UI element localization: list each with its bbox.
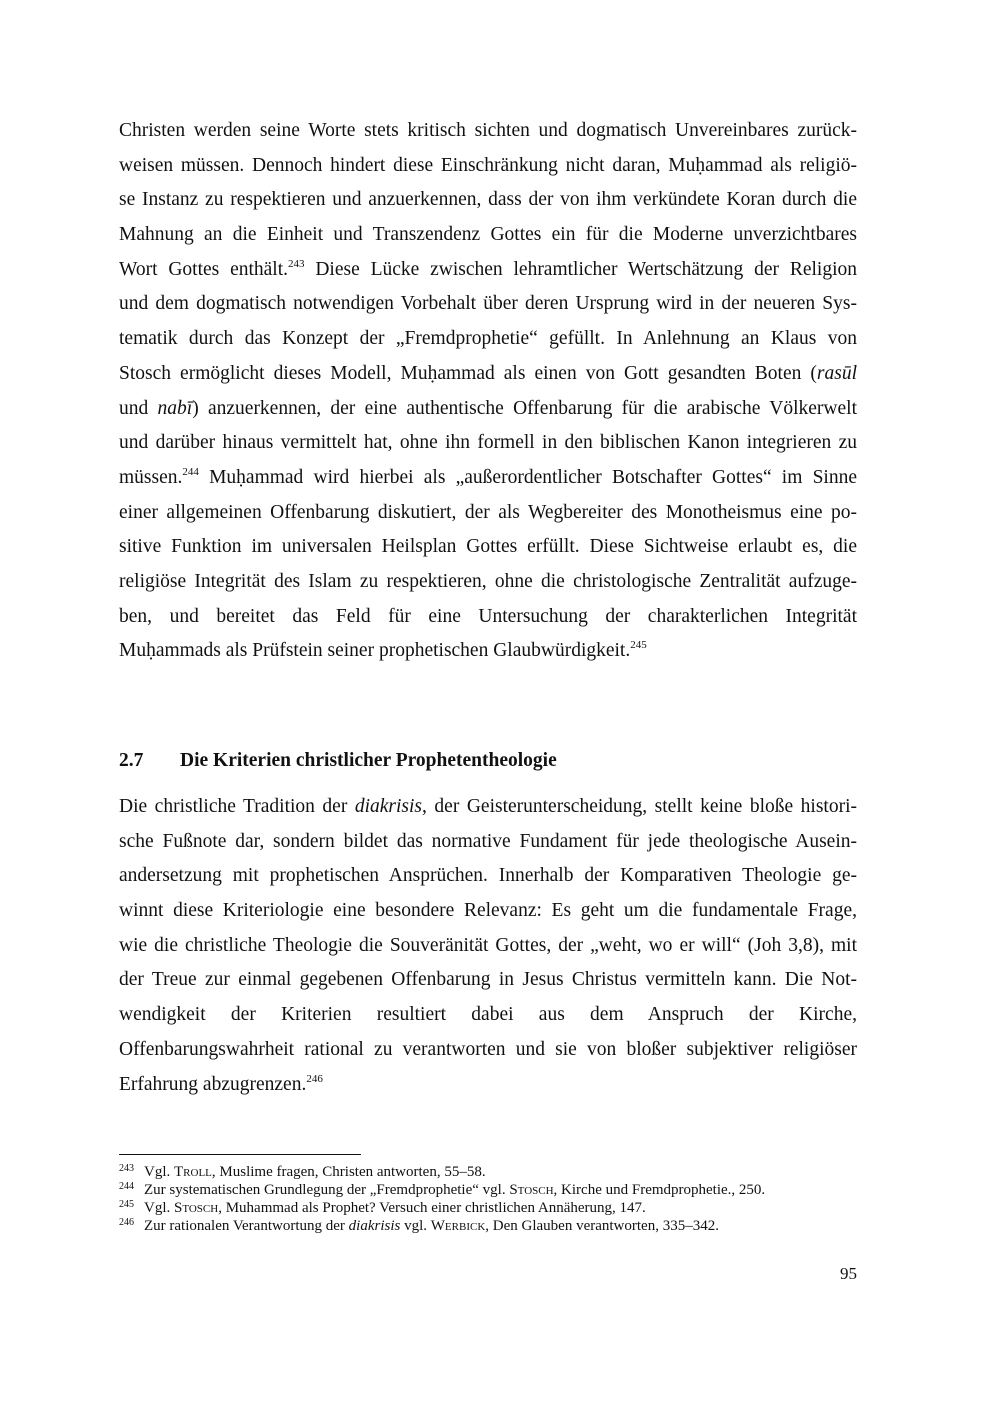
- text-line: weisen müssen. Dennoch hindert diese Einschränkung nicht daran, Muḥammad als religiö-: [119, 154, 857, 176]
- text-fragment: Muḥammads als Prüfstein seiner prophetischen Glaubwürdigkeit.: [119, 640, 631, 662]
- footnote-text: , Muhammad als Prophet? Versuch einer christlichen Annäherung, 147.: [218, 1200, 646, 1216]
- text-line: religiöse Integrität des Islam zu respektieren, ohne die christologische Zentralität aufzuge-: [119, 570, 857, 592]
- footnote-ref-244[interactable]: 244: [182, 465, 199, 478]
- text-fragment: Erfahrung abzugrenzen.: [119, 1073, 307, 1095]
- term-diakrisis: diakrisis: [348, 1218, 401, 1234]
- section-title: Die Kriterien christlicher Prophetentheologie: [180, 750, 557, 771]
- text-line: wendigkeit der Kriterien resultiert dabei aus dem Anspruch der Kirche,: [119, 1004, 857, 1026]
- footnote-244: 244 Zur systematischen Grundlegung der „Fremdprophetie“ vgl. Stosch, Kirche und Fremdprophetie., 250.: [119, 1181, 766, 1198]
- footnote-text: , Kirche und Fremdprophetie., 250.: [553, 1182, 766, 1198]
- text-line: der Treue zur einmal gegebenen Offenbarung in Jesus Christus vermitteln kann. Die Not-: [119, 969, 857, 991]
- text-line: [119, 253, 857, 288]
- footnote-245: 245 Vgl. Stosch, Muhammad als Prophet? Versuch einer christlichen Annäherung, 147.: [119, 1199, 646, 1216]
- text-line: Mahnung an die Einheit und Transzendenz Gottes ein für die Moderne unverzichtbares: [119, 224, 857, 246]
- text-line: wie die christliche Theologie die Souveränität Gottes, der „weht, wo er will“ (Joh 3,8), mit: [119, 934, 857, 956]
- footnote-text: Zur rationalen Verantwortung der: [144, 1218, 349, 1234]
- body-paragraph-2: [119, 790, 857, 1102]
- text-line: Offenbarungswahrheit rational zu verantworten und sie von bloßer subjektiver religiöser: [119, 1038, 857, 1060]
- text-fragment: Diese Lücke zwischen lehramtlicher Wertschätzung der Religion: [315, 258, 858, 280]
- section-number: 2.7: [119, 750, 144, 771]
- footnote-ref-245[interactable]: 245: [630, 639, 647, 652]
- text-fragment: müssen.: [119, 466, 183, 488]
- footnote-ref-246[interactable]: 246: [306, 1072, 323, 1085]
- text-fragment: Muḥammad wird hierbei als „außerordentlicher Botschafter Gottes“ im Sinne: [209, 466, 858, 488]
- body-paragraph-1: [119, 114, 857, 669]
- footnote-author: Werbick: [430, 1218, 486, 1234]
- text-fragment: , der Geisterunterscheidung, stellt keine bloße histori-: [422, 796, 857, 817]
- term-nabi: nabī: [157, 397, 193, 419]
- term-diakrisis: diakrisis: [354, 796, 423, 817]
- page-number: 95: [840, 1264, 857, 1283]
- footnote-author: Stosch: [174, 1200, 219, 1216]
- text-line: andersetzung mit prophetischen Ansprüchen. Innerhalb der Komparativen Theologie ge-: [119, 865, 857, 887]
- text-line: winnt diese Kriteriologie eine besondere Relevanz: Es geht um die fundamentale Frage,: [119, 900, 857, 922]
- text-line: [119, 461, 857, 496]
- text-line: einer allgemeinen Offenbarung diskutiert, der als Wegbereiter des Monotheismus eine po-: [119, 501, 857, 523]
- term-rasul: rasūl: [816, 362, 857, 384]
- text-line: und darüber hinaus vermittelt hat, ohne ihn formell in den biblischen Kanon integrieren zu: [119, 432, 857, 454]
- text-line: [119, 357, 857, 392]
- text-fragment: ) anzuerkennen, der eine authentische Offenbarung für die arabische Völkerwelt: [192, 397, 858, 419]
- section-heading: [119, 750, 557, 772]
- text-line: [119, 392, 857, 427]
- text-line: [119, 634, 857, 669]
- text-fragment: Stosch ermöglicht dieses Modell, Muḥammad als einen von Gott gesandten Boten (: [119, 362, 817, 384]
- text-line: sche Fußnote dar, sondern bildet das normative Fundament für jede theologische Ausein-: [119, 830, 857, 852]
- footnote-author: Stosch: [509, 1182, 554, 1198]
- footnote-ref-243[interactable]: 243: [288, 257, 305, 270]
- text-line: [119, 790, 857, 825]
- footnote-text: Vgl.: [144, 1164, 174, 1180]
- text-line: und dem dogmatisch notwendigen Vorbehalt über deren Ursprung wird in der neueren Sys-: [119, 293, 857, 315]
- text-fragment: Wort Gottes enthält.: [119, 258, 289, 280]
- text-fragment: Die christliche Tradition der: [119, 796, 355, 817]
- text-line: ben, und bereitet das Feld für eine Untersuchung der charakterlichen Integrität: [119, 605, 857, 627]
- footnote-text: , Muslime fragen, Christen antworten, 55–58.: [211, 1164, 486, 1180]
- footnote-243: 243 Vgl. Troll, Muslime fragen, Christen antworten, 55–58.: [119, 1163, 486, 1180]
- footnote-text: vgl.: [400, 1218, 431, 1234]
- footnote-246: 246 Zur rationalen Verantwortung der diakrisis vgl. Werbick, Den Glauben verantworten, 335–342.: [119, 1217, 719, 1234]
- footnotes: [119, 1163, 859, 1235]
- footnote-text: Vgl.: [144, 1200, 174, 1216]
- text-line: [119, 1068, 857, 1103]
- footnote-author: Troll: [174, 1164, 212, 1180]
- footnote-text: , Den Glauben verantworten, 335–342.: [485, 1218, 719, 1234]
- text-line: se Instanz zu respektieren und anzuerkennen, dass der von ihm verkündete Koran durch die: [119, 189, 857, 211]
- footnote-separator: [119, 1154, 361, 1155]
- text-line: tematik durch das Konzept der „Fremdprophetie“ gefüllt. In Anlehnung an Klaus von: [119, 328, 857, 350]
- footnote-text: Zur systematischen Grundlegung der „Fremdprophetie“ vgl.: [144, 1182, 510, 1198]
- text-line: Christen werden seine Worte stets kritisch sichten und dogmatisch Unvereinbares zurück-: [119, 120, 857, 141]
- text-line: sitive Funktion im universalen Heilsplan Gottes erfüllt. Diese Sichtweise erlaubt es, die: [119, 536, 857, 558]
- text-fragment: und: [119, 397, 158, 419]
